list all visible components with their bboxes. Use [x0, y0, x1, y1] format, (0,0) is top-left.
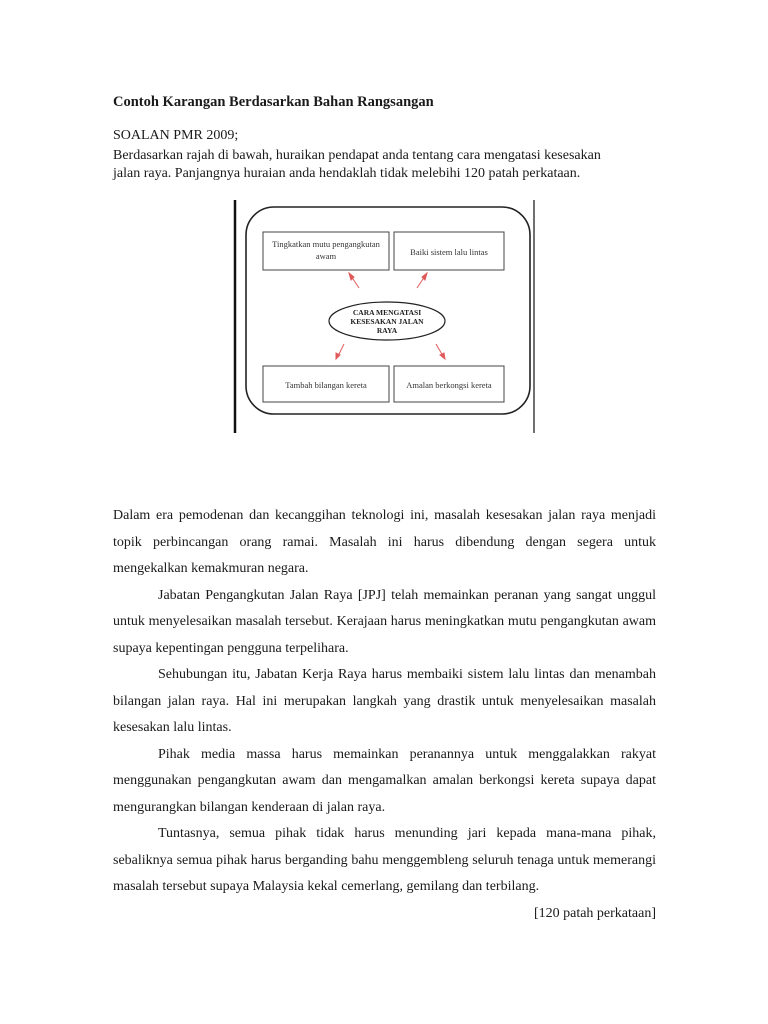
- center-label-line3: RAYA: [376, 326, 398, 335]
- stimulus-diagram: [230, 198, 540, 434]
- document-title: Contoh Karangan Berdasarkan Bahan Rangsangan: [113, 94, 434, 110]
- box-amalan-berkongsi-label: Amalan berkongsi kereta: [406, 380, 492, 390]
- box-tingkatkan-mutu-line1: Tingkatkan mutu pengangkutan: [272, 239, 380, 249]
- essay-paragraph-5: Tuntasnya, semua pihak tidak harus menunding jari kepada mana-mana pihak, sebaliknya semua pihak harus berganding bahu menggembleng seluruh tenaga untuk memerangi masalah tersebut supaya Malaysia kekal cemerlang, gemilang dan terbilang.: [113, 826, 656, 894]
- arrow-to-bottom-right-head: [440, 353, 445, 359]
- essay-paragraph-4: Pihak media massa harus memainkan peranannya untuk menggalakkan rakyat menggunakan pengangkutan awam dan mengamalkan amalan berkongsi kereta supaya dapat mengurangkan bilangan kenderaan di jalan raya.: [113, 746, 656, 815]
- essay-body: [113, 503, 656, 901]
- box-tambah-bilangan-label: Tambah bilangan kereta: [285, 380, 367, 390]
- box-baiki-sistem-label: Baiki sistem lalu lintas: [410, 247, 488, 257]
- essay-paragraph-1: Dalam era pemodenan dan kecanggihan teknologi ini, masalah kesesakan jalan raya menjadi topik perbincangan orang ramai. Masalah ini harus dibendung dengan segera untuk mengekalkan kemakmuran negara.: [113, 508, 656, 576]
- question-text-line-2: jalan raya. Panjangnya huraian anda hendaklah tidak melebihi 120 patah perkataan.: [113, 166, 581, 181]
- question-heading: SOALAN PMR 2009;: [113, 128, 239, 143]
- center-label-line2: KESESAKAN JALAN: [350, 317, 424, 326]
- essay-paragraph-2: Jabatan Pengangkutan Jalan Raya [JPJ] telah memainkan peranan yang sangat unggul untuk menyelesaikan masalah tersebut. Kerajaan harus meningkatkan mutu pengangkutan awam supaya kepentingan pengguna terpelihara.: [113, 587, 656, 656]
- box-tingkatkan-mutu-line2: awam: [315, 251, 337, 261]
- word-count-note: [120 patah perkataan]: [533, 906, 656, 921]
- question-text-line-1: Berdasarkan rajah di bawah, huraikan pendapat anda tentang cara mengatasi kesesakan: [113, 148, 601, 163]
- center-label-line1: CARA MENGATASI: [352, 308, 422, 317]
- essay-paragraph-3: Sehubungan itu, Jabatan Kerja Raya harus membaiki sistem lalu lintas dan menambah bilangan jalan raya. Hal ini merupakan langkah yang drastik untuk menyelesaikan masalah kesesakan lalu lintas.: [113, 667, 656, 735]
